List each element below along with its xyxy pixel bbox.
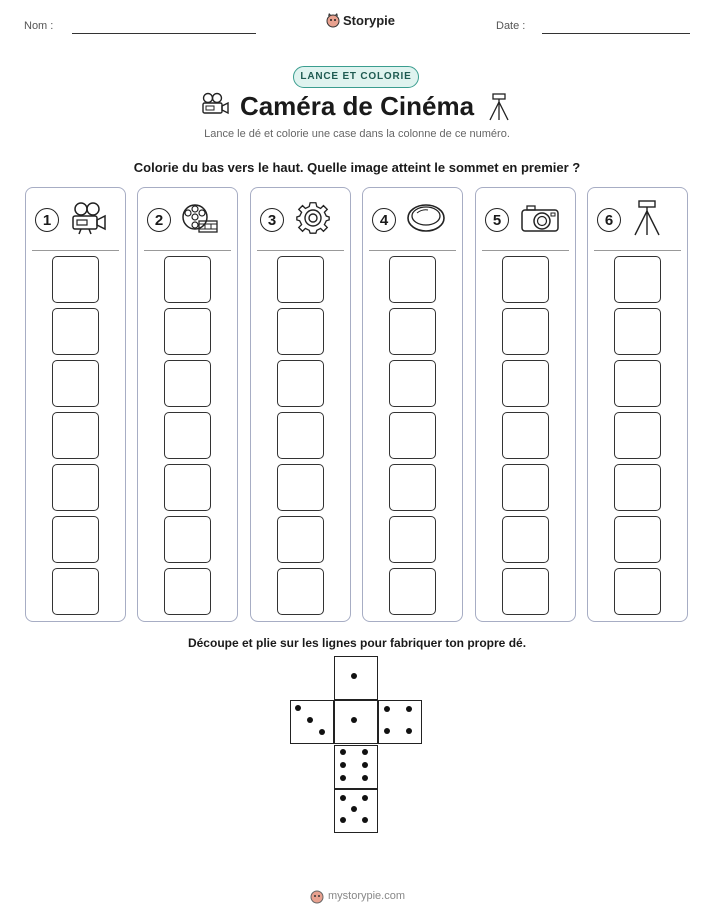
color-cell[interactable] <box>502 464 549 511</box>
die-pip <box>340 749 346 755</box>
column-6 <box>587 187 688 622</box>
die-pip <box>351 717 357 723</box>
column-divider <box>257 250 344 251</box>
tripod-icon <box>631 199 663 242</box>
mascot-icon <box>310 888 324 904</box>
name-label: Nom : <box>24 20 54 32</box>
color-cell[interactable] <box>614 464 661 511</box>
name-line <box>72 33 256 34</box>
tripod-icon <box>486 92 512 122</box>
die-pip <box>319 729 325 735</box>
footer-url: mystorypie.com <box>328 890 406 902</box>
color-cell[interactable] <box>164 360 211 407</box>
die-pip <box>406 728 412 734</box>
color-cell[interactable] <box>389 256 436 303</box>
color-cell[interactable] <box>164 464 211 511</box>
color-cell[interactable] <box>389 360 436 407</box>
color-cell[interactable] <box>277 464 324 511</box>
die-pip <box>351 673 357 679</box>
color-cell[interactable] <box>164 308 211 355</box>
color-cell[interactable] <box>502 568 549 615</box>
color-cell[interactable] <box>52 464 99 511</box>
die-pip <box>406 706 412 712</box>
die-pip <box>362 817 368 823</box>
date-line <box>542 33 690 34</box>
color-cell[interactable] <box>502 360 549 407</box>
gear-icon <box>294 201 332 240</box>
color-cell[interactable] <box>389 412 436 459</box>
column-header <box>485 200 569 240</box>
die-pip <box>340 795 346 801</box>
brand-name: Storypie <box>343 12 396 28</box>
color-cell[interactable] <box>52 412 99 459</box>
column-number: 6 <box>597 208 621 232</box>
color-cell[interactable] <box>614 412 661 459</box>
column-5 <box>475 187 576 622</box>
die-pip <box>340 775 346 781</box>
die-face-6 <box>334 745 378 789</box>
color-cell[interactable] <box>277 308 324 355</box>
color-cell[interactable] <box>277 360 324 407</box>
color-cell[interactable] <box>277 256 324 303</box>
date-label: Date : <box>496 20 526 32</box>
die-pip <box>362 762 368 768</box>
column-divider <box>144 250 231 251</box>
die-face-1 <box>334 700 378 744</box>
lens-icon <box>406 201 446 240</box>
photo-camera-icon <box>519 201 561 240</box>
color-cell[interactable] <box>389 308 436 355</box>
footer <box>310 888 405 904</box>
die-pip <box>295 705 301 711</box>
die-face-1 <box>334 656 378 700</box>
die-face-3 <box>290 700 334 744</box>
die-pip <box>384 728 390 734</box>
column-divider <box>369 250 456 251</box>
film-reel-icon <box>181 201 219 240</box>
color-cell[interactable] <box>164 256 211 303</box>
column-2 <box>137 187 238 622</box>
color-cell[interactable] <box>277 568 324 615</box>
die-pip <box>351 806 357 812</box>
color-cell[interactable] <box>502 308 549 355</box>
column-number: 4 <box>372 208 396 232</box>
column-header <box>35 200 119 240</box>
die-pip <box>340 762 346 768</box>
color-cell[interactable] <box>502 516 549 563</box>
color-cell[interactable] <box>614 360 661 407</box>
color-cell[interactable] <box>389 568 436 615</box>
column-3 <box>250 187 351 622</box>
column-divider <box>32 250 119 251</box>
die-pip <box>307 717 313 723</box>
brand-logo <box>326 12 395 28</box>
instruction-text: Colorie du bas vers le haut. Quelle image atteint le sommet en premier ? <box>133 160 581 175</box>
die-pip <box>340 817 346 823</box>
color-cell[interactable] <box>277 412 324 459</box>
page-subtitle: Lance le dé et colorie une case dans la colonne de ce numéro. <box>204 128 510 140</box>
column-4 <box>362 187 463 622</box>
column-number: 5 <box>485 208 509 232</box>
color-cell[interactable] <box>164 412 211 459</box>
mascot-icon <box>326 12 340 28</box>
column-header <box>147 200 231 240</box>
die-pip <box>362 795 368 801</box>
color-cell[interactable] <box>389 516 436 563</box>
column-header <box>597 200 681 240</box>
color-cell[interactable] <box>614 568 661 615</box>
color-cell[interactable] <box>614 516 661 563</box>
color-cell[interactable] <box>164 516 211 563</box>
color-cell[interactable] <box>389 464 436 511</box>
column-number: 3 <box>260 208 284 232</box>
activity-tag: LANCE ET COLORIE <box>293 66 419 88</box>
color-cell[interactable] <box>52 308 99 355</box>
color-cell[interactable] <box>52 568 99 615</box>
color-cell[interactable] <box>277 516 324 563</box>
color-cell[interactable] <box>164 568 211 615</box>
column-divider <box>594 250 681 251</box>
movie-camera-icon <box>69 201 107 240</box>
color-cell[interactable] <box>52 256 99 303</box>
die-face-4 <box>378 700 422 744</box>
page-title: Caméra de Cinéma <box>239 91 475 121</box>
column-number: 2 <box>147 208 171 232</box>
color-cell[interactable] <box>502 256 549 303</box>
column-header <box>260 200 344 240</box>
color-cell[interactable] <box>614 308 661 355</box>
die-pip <box>362 775 368 781</box>
column-1 <box>25 187 126 622</box>
die-pip <box>362 749 368 755</box>
color-cell[interactable] <box>52 360 99 407</box>
column-number: 1 <box>35 208 59 232</box>
die-face-5 <box>334 789 378 833</box>
color-cell[interactable] <box>502 412 549 459</box>
column-divider <box>482 250 569 251</box>
cut-instruction: Découpe et plie sur les lignes pour fabriquer ton propre dé. <box>187 636 527 650</box>
color-cell[interactable] <box>52 516 99 563</box>
column-header <box>372 200 456 240</box>
die-pip <box>384 706 390 712</box>
color-cell[interactable] <box>614 256 661 303</box>
